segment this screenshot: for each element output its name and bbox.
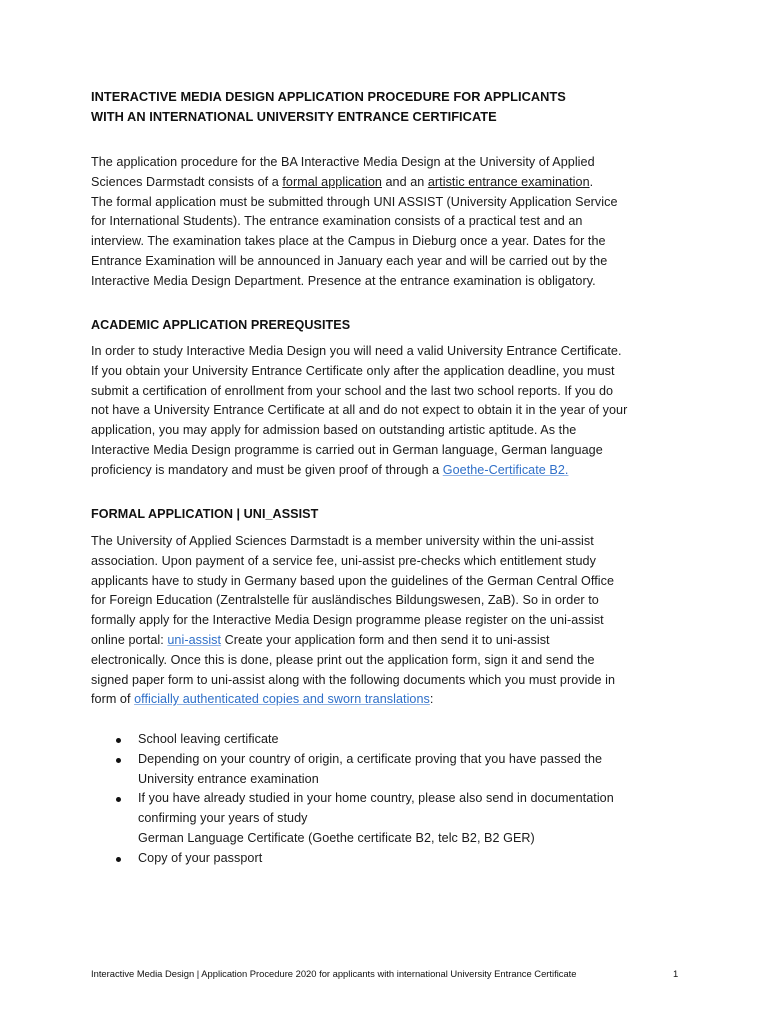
list-item-text: confirming your years of study <box>138 811 308 826</box>
text-span: Create your application form and then send it to uni-assist <box>221 632 550 647</box>
text-span: online portal: <box>91 632 168 647</box>
text-span: applicants have to study in Germany based upon the guidelines of the German Central Office <box>91 573 615 588</box>
text-span: and an <box>381 174 428 189</box>
paragraph-line <box>91 421 627 441</box>
text-span: Entrance Examination will be announced in January each year and will be carried out by the <box>91 253 608 268</box>
text-span: In order to study Interactive Media Design you will need a valid University Entrance Certificate. <box>91 344 622 358</box>
hyperlink[interactable]: officially authenticated copies and sworn translations <box>134 692 430 707</box>
list-item-text: German Language Certificate (Goethe certificate B2, telc B2, B2 GER) <box>138 830 535 845</box>
list-item-line <box>91 730 614 750</box>
text-span: proficiency is mandatory and must be given proof of through a <box>91 462 443 477</box>
text-span: The formal application must be submitted through UNI ASSIST (University Application Service <box>91 194 618 209</box>
heading-text: ACADEMIC APPLICATION PREREQUSITES <box>91 318 351 332</box>
text-span: interview. The examination takes place at the Campus in Dieburg once a year. Dates for the <box>91 234 606 249</box>
paragraph-line <box>91 441 627 461</box>
list-item <box>91 849 614 869</box>
paragraph-line <box>91 252 618 272</box>
text-span: signed paper form to uni-assist along with the following documents which you must provide in <box>91 672 616 687</box>
paragraph-line <box>91 591 615 611</box>
paragraph-line <box>91 651 615 671</box>
paragraph-line <box>91 631 615 651</box>
intro-paragraph <box>91 153 618 292</box>
list-item <box>91 750 614 790</box>
text-span: association. Upon payment of a service fee, uni-assist pre-checks which entitlement study <box>91 553 596 568</box>
text-span: Interactive Media Design programme is carried out in German language, German language <box>91 442 603 457</box>
list-item-line <box>91 809 614 829</box>
list-item-line <box>91 849 614 869</box>
paragraph-line <box>91 532 615 552</box>
paragraph-line <box>91 671 615 691</box>
bullet-icon <box>116 758 121 763</box>
list-item-line <box>91 770 614 790</box>
list-item-text: Depending on your country of origin, a certificate proving that you have passed the <box>138 751 603 766</box>
bullet-icon <box>116 797 121 802</box>
text-span: electronically. Once this is done, please print out the application form, sign it and send the <box>91 652 595 667</box>
section-heading-prerequisites <box>91 316 350 336</box>
list-item-text: Copy of your passport <box>138 850 263 865</box>
text-span: The University of Applied Sciences Darmstadt is a member university within the uni-assist <box>91 534 594 548</box>
text-span: application, you may apply for admission based on outstanding artistic aptitude. As the <box>91 423 577 438</box>
text-span: . <box>589 174 594 189</box>
paragraph-line <box>91 611 615 631</box>
page-number: 1 <box>673 968 679 979</box>
paragraph-line <box>91 272 618 292</box>
page-footer: Interactive Media Design | Application Procedure 2020 for applicants with international University Entrance Certificate <box>91 968 577 979</box>
paragraph-line <box>91 382 627 402</box>
paragraph-line <box>91 572 615 592</box>
list-item-line <box>91 829 614 849</box>
document-title <box>91 87 566 127</box>
text-span: If you obtain your University Entrance Certificate only after the application deadline, you must <box>91 363 615 378</box>
paragraph-line <box>91 232 618 252</box>
text-span: form of <box>91 692 135 707</box>
prerequisites-paragraph <box>91 342 627 481</box>
bullet-icon <box>116 857 121 862</box>
paragraph-line <box>91 342 627 362</box>
paragraph-line <box>91 212 618 232</box>
text-span: Interactive Media Design Department. Presence at the entrance examination is obligatory. <box>91 273 596 288</box>
bullet-icon <box>116 738 121 743</box>
paragraph-line <box>91 153 618 173</box>
list-item-text: If you have already studied in your home country, please also send in documentation <box>138 791 614 806</box>
text-span: Sciences Darmstadt consists of a <box>91 174 283 189</box>
title-line: INTERACTIVE MEDIA DESIGN APPLICATION PROCEDURE FOR APPLICANTS <box>91 89 566 104</box>
paragraph-line <box>91 552 615 572</box>
list-item-text: School leaving certificate <box>138 732 279 746</box>
paragraph-line <box>91 362 627 382</box>
list-item <box>91 730 614 750</box>
text-span: submit a certification of enrollment from your school and the last two school reports. If you do <box>91 383 614 398</box>
list-item-text: University entrance examination <box>138 771 319 786</box>
list-item-line <box>91 789 614 809</box>
text-span: for Foreign Education (Zentralstelle für ausländisches Bildungswesen, ZaB). So in order to <box>91 593 599 608</box>
text-span: The application procedure for the BA Interactive Media Design at the University of Applied <box>91 155 595 169</box>
paragraph-line <box>91 401 627 421</box>
formal-application-paragraph <box>91 532 615 710</box>
paragraph-line <box>91 690 615 710</box>
list-item-line <box>91 750 614 770</box>
text-span: for International Students). The entrance examination consists of a practical test and an <box>91 214 583 229</box>
list-item <box>91 789 614 848</box>
paragraph-line <box>91 193 618 213</box>
text-span: : <box>429 692 434 707</box>
hyperlink[interactable]: Goethe-Certificate B2. <box>442 462 569 477</box>
hyperlink[interactable]: uni-assist <box>167 632 222 647</box>
paragraph-line <box>91 461 627 481</box>
required-documents-list <box>91 730 614 869</box>
text-span: not have a University Entrance Certificate at all and do not expect to obtain it in the year of your <box>91 403 628 418</box>
underlined-text: formal application <box>282 174 382 189</box>
title-line: WITH AN INTERNATIONAL UNIVERSITY ENTRANCE CERTIFICATE <box>91 109 497 124</box>
text-span: formally apply for the Interactive Media Design programme please register on the uni-assist <box>91 613 604 628</box>
paragraph-line <box>91 173 618 193</box>
section-heading-formal-application <box>91 505 318 525</box>
underlined-text: artistic entrance examination <box>427 174 590 189</box>
heading-text: FORMAL APPLICATION | UNI_ASSIST <box>91 507 319 521</box>
